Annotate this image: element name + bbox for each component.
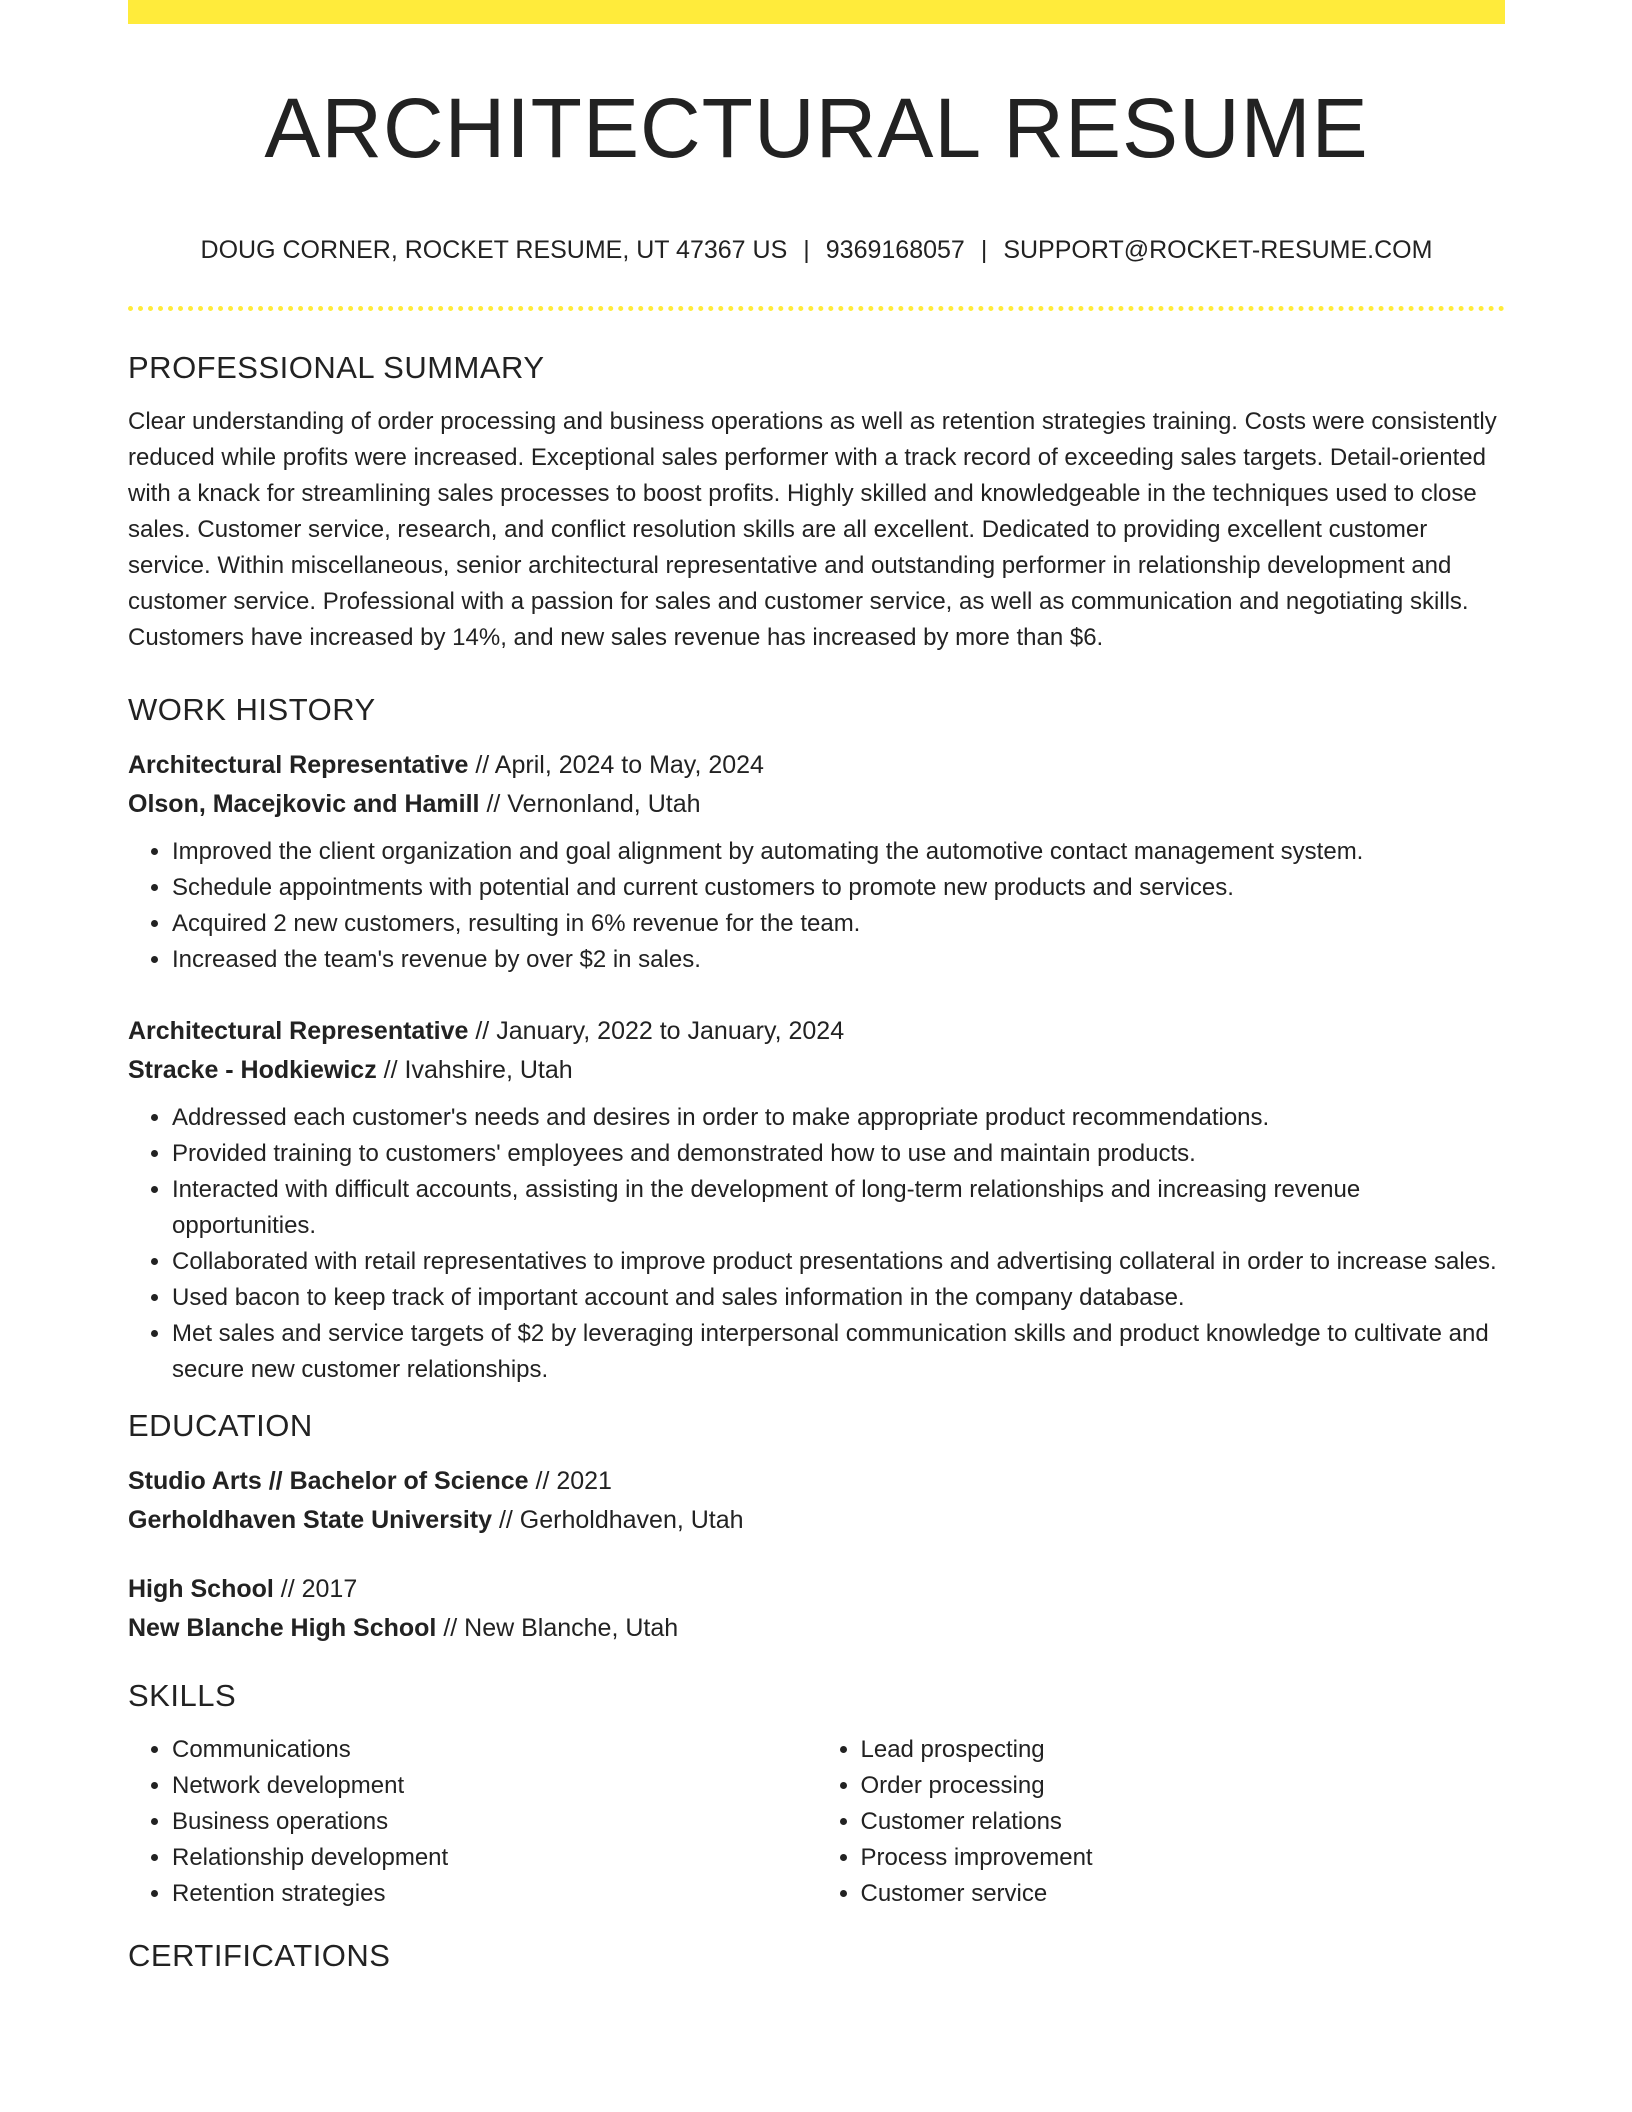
job-dates: // April, 2024 to May, 2024: [468, 751, 764, 779]
contact-line: [128, 236, 1505, 265]
dotted-divider: [128, 306, 1505, 311]
education-entry: [128, 1462, 1505, 1540]
list-item: • Lead prospecting: [861, 1732, 1506, 1768]
top-accent-bar: [128, 0, 1505, 24]
summary-text: Clear understanding of order processing and business operations as well as retention strategies training. Costs were consistently reduced while profits were increased. Exceptional sales performer with a track record of exceeding sales targets. Detail-oriented with a knack for streamlining sales processes to boost profits. Highly skilled and knowledgeable in the techniques used to close sales. Customer service, research, and conflict resolution skills are all excellent. Dedicated to providing excellent customer service. Within miscellaneous, senior architectural representative and outstanding performer in relationship development and customer service. Professional with a passion for sales and customer service, as well as communication and negotiating skills. Customers have increased by 14%, and new sales revenue has increased by more than $6.: [128, 408, 1497, 651]
resume-title: ARCHITECTURAL RESUME: [264, 81, 1369, 175]
education-school: Gerholdhaven State University: [128, 1506, 493, 1534]
education-location: // New Blanche, Utah: [436, 1614, 679, 1642]
education-degree: Studio Arts // Bachelor of Science: [128, 1467, 529, 1495]
list-item: • Addressed each customer's needs and desires in order to make appropriate product recommendations.: [172, 1100, 1505, 1136]
list-item: • Provided training to customers' employees and demonstrated how to use and maintain products.: [172, 1136, 1505, 1172]
list-item: • Schedule appointments with potential and current customers to promote new products and services.: [172, 870, 1505, 906]
work-history-section: [128, 692, 1505, 1388]
job-bullets: [128, 1100, 1505, 1388]
list-item: • Improved the client organization and goal alignment by automating the automotive contact management system.: [172, 834, 1505, 870]
list-item: • Process improvement: [861, 1840, 1506, 1876]
contact-address: DOUG CORNER, ROCKET RESUME, UT 47367 US: [200, 236, 788, 264]
summary-section: [128, 350, 1505, 656]
contact-separator: |: [803, 236, 810, 264]
contact-phone: 9369168057: [825, 236, 965, 264]
education-school: New Blanche High School: [128, 1614, 437, 1642]
list-item: • Collaborated with retail representatives to improve product presentations and advertising collateral in order to increase sales.: [172, 1244, 1505, 1280]
education-location: // Gerholdhaven, Utah: [492, 1506, 744, 1534]
section-heading: PROFESSIONAL SUMMARY: [128, 350, 545, 385]
list-item: • Interacted with difficult accounts, assisting in the development of long-term relationships and increasing revenue opportunities.: [172, 1172, 1505, 1244]
list-item: • Retention strategies: [172, 1876, 817, 1912]
job-entry: [128, 746, 1505, 978]
job-title: Architectural Representative: [128, 1017, 469, 1045]
job-bullets: [128, 834, 1505, 978]
job-title: Architectural Representative: [128, 751, 469, 779]
contact-email: SUPPORT@ROCKET-RESUME.COM: [1003, 236, 1433, 264]
skills-section: [128, 1678, 1505, 1912]
section-heading: SKILLS: [128, 1678, 237, 1713]
job-dates: // January, 2022 to January, 2024: [468, 1017, 845, 1045]
list-item: • Acquired 2 new customers, resulting in 6% revenue for the team.: [172, 906, 1505, 942]
skills-columns: [128, 1732, 1505, 1912]
job-location: // Vernonland, Utah: [479, 790, 701, 818]
list-item: • Relationship development: [172, 1840, 817, 1876]
list-item: • Customer service: [861, 1876, 1506, 1912]
resume-content: [128, 350, 1505, 1992]
list-item: • Customer relations: [861, 1804, 1506, 1840]
list-item: • Increased the team's revenue by over $2 in sales.: [172, 942, 1505, 978]
contact-separator: |: [980, 236, 988, 264]
job-company: Stracke - Hodkiewicz: [128, 1056, 377, 1084]
certifications-section: [128, 1938, 1505, 1974]
job-company: Olson, Macejkovic and Hamill: [128, 790, 480, 818]
list-item: • Used bacon to keep track of important account and sales information in the company database.: [172, 1280, 1505, 1316]
skills-list-left: [128, 1732, 817, 1912]
section-heading: EDUCATION: [128, 1408, 313, 1443]
job-entry: [128, 1012, 1505, 1388]
list-item: • Business operations: [172, 1804, 817, 1840]
list-item: • Met sales and service targets of $2 by leveraging interpersonal communication skills and product knowledge to cultivate and secure new customer relationships.: [172, 1316, 1505, 1388]
education-year: // 2021: [528, 1467, 612, 1495]
education-year: // 2017: [273, 1575, 358, 1603]
education-degree: High School: [128, 1575, 274, 1603]
list-item: • Network development: [172, 1768, 817, 1804]
job-location: // Ivahshire, Utah: [376, 1056, 573, 1084]
section-heading: CERTIFICATIONS: [128, 1938, 391, 1973]
education-entry: [128, 1570, 1505, 1648]
list-item: • Order processing: [861, 1768, 1506, 1804]
list-item: • Communications: [172, 1732, 817, 1768]
section-heading: WORK HISTORY: [128, 692, 376, 727]
skills-list-right: [817, 1732, 1506, 1912]
education-section: [128, 1408, 1505, 1648]
